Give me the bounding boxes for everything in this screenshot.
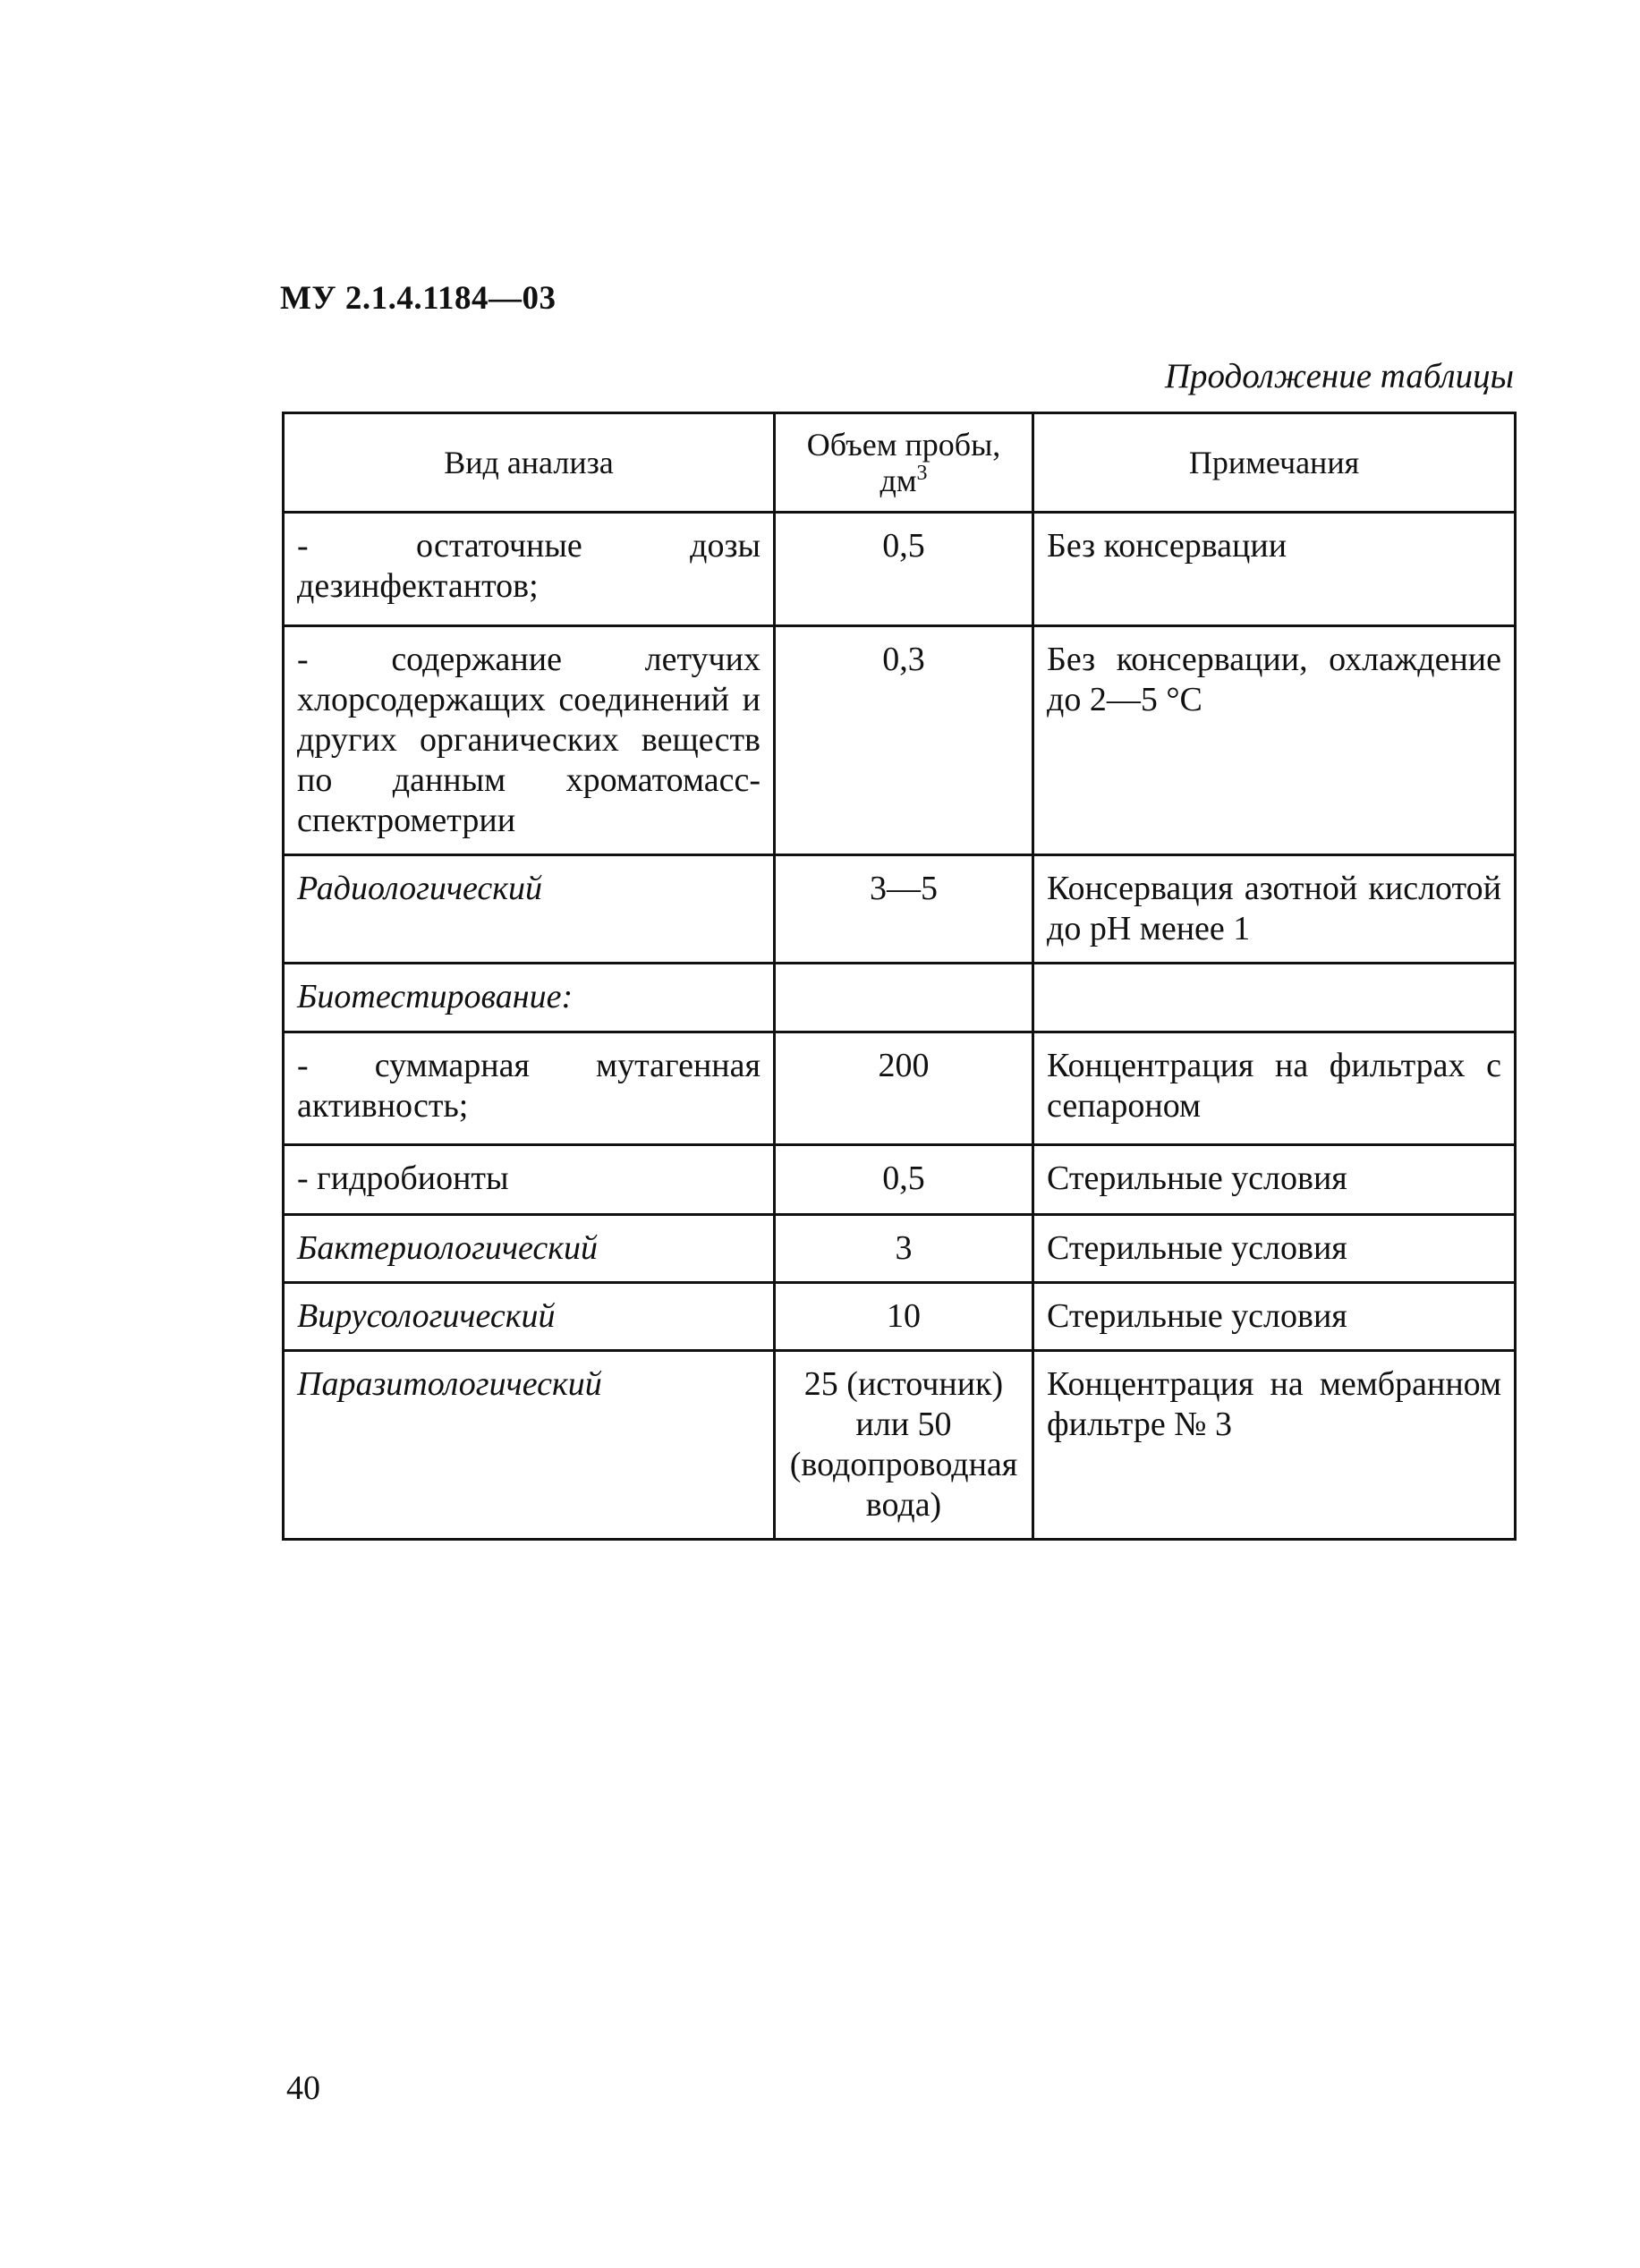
cell-analysis: - остаточные дозы дезинфектантов; [284, 513, 775, 626]
cell-volume: 3 [775, 1215, 1033, 1283]
table-row [284, 1215, 1516, 1283]
cell-volume: 200 [775, 1032, 1033, 1145]
cell-note: Без консервации, охлаждение до 2—5 °С [1033, 626, 1516, 855]
cell-analysis: - содержание летучих хлорсодержащих соединений и других органических веществ по данным хроматомасс-спектрометрии [284, 626, 775, 855]
table-row [284, 1032, 1516, 1145]
table-continuation-caption: Продолжение таблицы [1164, 357, 1514, 395]
header-volume-superscript: 3 [916, 462, 928, 485]
cell-volume: 3—5 [775, 855, 1033, 964]
table-row [284, 626, 1516, 855]
header-sample-volume-label: Объем пробы, дм [806, 427, 1001, 498]
header-sample-volume [775, 413, 1033, 513]
cell-note: Стерильные условия [1033, 1145, 1516, 1215]
cell-note: Консервация азотной кислотой до рН менее 1 [1033, 855, 1516, 964]
cell-analysis: - суммарная мутагенная активность; [284, 1032, 775, 1145]
cell-note: Без консервации [1033, 513, 1516, 626]
table-row [284, 964, 1516, 1032]
cell-analysis: Радиологический [284, 855, 775, 964]
page-number: 40 [286, 2069, 320, 2107]
table-row [284, 1351, 1516, 1540]
cell-volume: 10 [775, 1283, 1033, 1351]
cell-note [1033, 964, 1516, 1032]
table-row [284, 855, 1516, 964]
cell-note: Концентрация на мембранном фильтре № 3 [1033, 1351, 1516, 1540]
cell-volume: 0,5 [775, 513, 1033, 626]
cell-analysis: Вирусологический [284, 1283, 775, 1351]
document-code: МУ 2.1.4.1184—03 [280, 280, 557, 317]
cell-note: Стерильные условия [1033, 1283, 1516, 1351]
header-notes: Примечания [1033, 413, 1516, 513]
table-row [284, 513, 1516, 626]
cell-volume: 0,5 [775, 1145, 1033, 1215]
cell-volume: 0,3 [775, 626, 1033, 855]
sampling-table [282, 412, 1517, 1541]
table-header-row [284, 413, 1516, 513]
cell-analysis: Паразитологический [284, 1351, 775, 1540]
cell-note: Стерильные условия [1033, 1215, 1516, 1283]
cell-analysis: - гидробионты [284, 1145, 775, 1215]
table-row [284, 1145, 1516, 1215]
cell-analysis: Биотестирование: [284, 964, 775, 1032]
header-analysis-type: Вид анализа [284, 413, 775, 513]
cell-volume: 25 (источник) или 50 (водопроводная вода) [775, 1351, 1033, 1540]
cell-volume [775, 964, 1033, 1032]
cell-note: Концентрация на фильтрах с сепароном [1033, 1032, 1516, 1145]
table-row [284, 1283, 1516, 1351]
cell-analysis: Бактериологический [284, 1215, 775, 1283]
